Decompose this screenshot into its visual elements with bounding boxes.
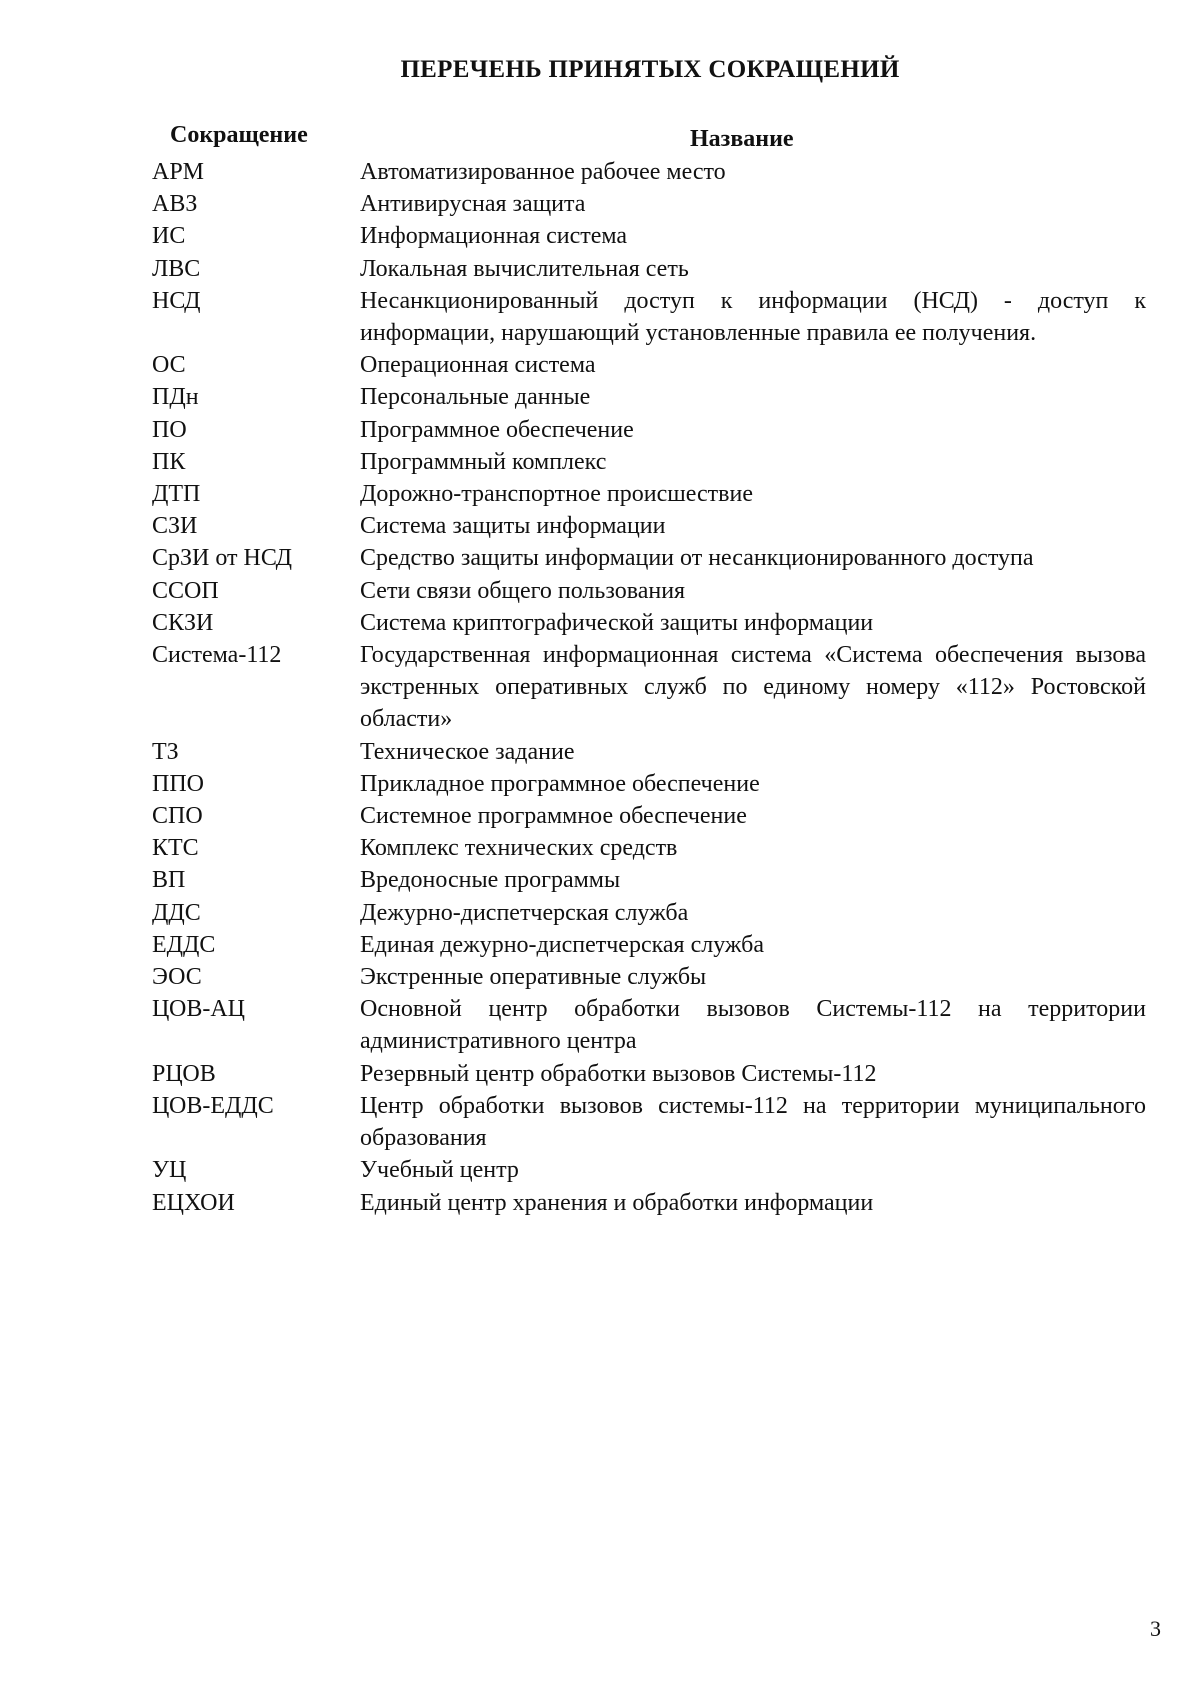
table-row bbox=[152, 993, 1152, 1057]
page-number: 3 bbox=[1150, 1616, 1161, 1641]
name-cell: Операционная система bbox=[360, 352, 596, 379]
table-row bbox=[152, 510, 1152, 542]
abbreviation-cell: ЦОВ-ЕДДС bbox=[152, 1092, 274, 1119]
table-header bbox=[0, 122, 1200, 154]
table-row bbox=[152, 639, 1152, 736]
name-cell: Программный комплекс bbox=[360, 448, 607, 475]
abbreviation-cell: ССОП bbox=[152, 577, 219, 604]
name-cell: Единая дежурно-диспетчерская служба bbox=[360, 931, 765, 958]
name-cell: Комплекс технических средств bbox=[360, 835, 678, 862]
name-cell: Резервный центр обработки вызовов Системы-112 bbox=[360, 1060, 877, 1087]
abbreviation-cell: НСД bbox=[152, 287, 201, 314]
abbreviation-cell: ПДн bbox=[152, 384, 199, 411]
abbreviation-cell: ВП bbox=[152, 867, 186, 894]
page-title: ПЕРЕЧЕНЬ ПРИНЯТЫХ СОКРАЩЕНИЙ bbox=[400, 56, 900, 83]
abbreviation-cell: РЦОВ bbox=[152, 1060, 216, 1087]
abbreviation-cell: СрЗИ от НСД bbox=[152, 545, 293, 572]
abbreviation-list bbox=[152, 156, 1152, 1219]
abbreviation-cell: ЦОВ-АЦ bbox=[152, 996, 246, 1023]
table-row bbox=[152, 961, 1152, 993]
table-row bbox=[152, 188, 1152, 220]
name-cell: Учебный центр bbox=[360, 1157, 519, 1184]
name-cell: Основной центр обработки вызовов Системы-112 на территории административного центра bbox=[360, 996, 1146, 1055]
name-cell: Единый центр хранения и обработки информации bbox=[360, 1189, 874, 1216]
table-row bbox=[152, 929, 1152, 961]
abbreviation-cell: ОС bbox=[152, 352, 186, 379]
name-cell: Автоматизированное рабочее место bbox=[360, 159, 726, 185]
table-row bbox=[152, 253, 1152, 285]
abbreviation-cell: АРМ bbox=[152, 159, 205, 185]
abbreviation-cell: ЕДДС bbox=[152, 931, 216, 958]
table-row bbox=[152, 575, 1152, 607]
table-row bbox=[152, 220, 1152, 252]
name-cell: Программное обеспечение bbox=[360, 416, 634, 443]
abbreviation-cell: АВЗ bbox=[152, 191, 198, 218]
name-cell: Государственная информационная система «Система обеспечения вызова экстренных оперативных служб по единому номеру «112» Ростовской области» bbox=[360, 642, 1146, 733]
table-row bbox=[152, 1058, 1152, 1090]
table-row bbox=[152, 607, 1152, 639]
name-cell: Сети связи общего пользования bbox=[360, 577, 686, 604]
table-row bbox=[152, 736, 1152, 768]
name-cell: Системное программное обеспечение bbox=[360, 803, 747, 830]
abbreviation-cell: ЕЦХОИ bbox=[152, 1189, 235, 1216]
table-row bbox=[152, 156, 1152, 188]
name-cell: Персональные данные bbox=[360, 384, 591, 411]
table-row bbox=[152, 1187, 1152, 1219]
name-cell: Экстренные оперативные службы bbox=[360, 964, 707, 991]
name-cell: Вредоносные программы bbox=[360, 867, 621, 894]
abbreviation-cell: СПО bbox=[152, 803, 203, 830]
column-header-name: Название bbox=[690, 126, 794, 152]
name-cell: Локальная вычислительная сеть bbox=[360, 255, 689, 282]
name-cell: Техническое задание bbox=[360, 738, 575, 765]
table-row bbox=[152, 800, 1152, 832]
name-cell: Система криптографической защиты информации bbox=[360, 609, 874, 636]
abbreviation-cell: СКЗИ bbox=[152, 609, 214, 636]
table-row bbox=[152, 864, 1152, 896]
name-cell: Система защиты информации bbox=[360, 513, 666, 540]
abbreviation-cell: ЭОС bbox=[152, 964, 202, 991]
name-cell: Прикладное программное обеспечение bbox=[360, 770, 760, 797]
abbreviation-cell: Система-112 bbox=[152, 642, 282, 669]
table-row bbox=[152, 478, 1152, 510]
table-row bbox=[152, 768, 1152, 800]
table-row bbox=[152, 897, 1152, 929]
table-row bbox=[152, 414, 1152, 446]
name-cell: Антивирусная защита bbox=[360, 191, 586, 218]
name-cell: Центр обработки вызовов системы-112 на территории муниципального образования bbox=[360, 1092, 1146, 1152]
abbreviation-cell: КТС bbox=[152, 835, 199, 862]
abbreviation-cell: ЛВС bbox=[152, 255, 201, 282]
abbreviation-cell: ППО bbox=[152, 770, 204, 797]
table-row bbox=[152, 446, 1152, 478]
table-row bbox=[152, 1090, 1152, 1154]
abbreviation-cell: СЗИ bbox=[152, 513, 198, 540]
abbreviation-cell: ТЗ bbox=[152, 738, 179, 765]
abbreviation-cell: ИС bbox=[152, 223, 186, 250]
name-cell: Средство защиты информации от несанкционированного доступа bbox=[360, 545, 1034, 572]
table-row bbox=[152, 832, 1152, 864]
table-row bbox=[152, 381, 1152, 413]
abbreviation-cell: ПК bbox=[152, 448, 186, 475]
abbreviation-cell: ДТП bbox=[152, 481, 201, 508]
table-row bbox=[152, 349, 1152, 381]
table-row bbox=[152, 285, 1152, 349]
column-header-abbreviation: Сокращение bbox=[170, 122, 308, 148]
table-row bbox=[152, 542, 1152, 574]
name-cell: Дорожно-транспортное происшествие bbox=[360, 481, 753, 508]
abbreviation-cell: УЦ bbox=[152, 1157, 187, 1184]
abbreviation-cell: ПО bbox=[152, 416, 187, 443]
table-row bbox=[152, 1154, 1152, 1186]
name-cell: Информационная система bbox=[360, 223, 628, 250]
name-cell: Несанкционированный доступ к информации (НСД) - доступ к информации, нарушающий установленные правила ее получения. bbox=[360, 287, 1146, 347]
name-cell: Дежурно-диспетчерская служба bbox=[360, 899, 689, 926]
abbreviation-cell: ДДС bbox=[152, 899, 201, 926]
